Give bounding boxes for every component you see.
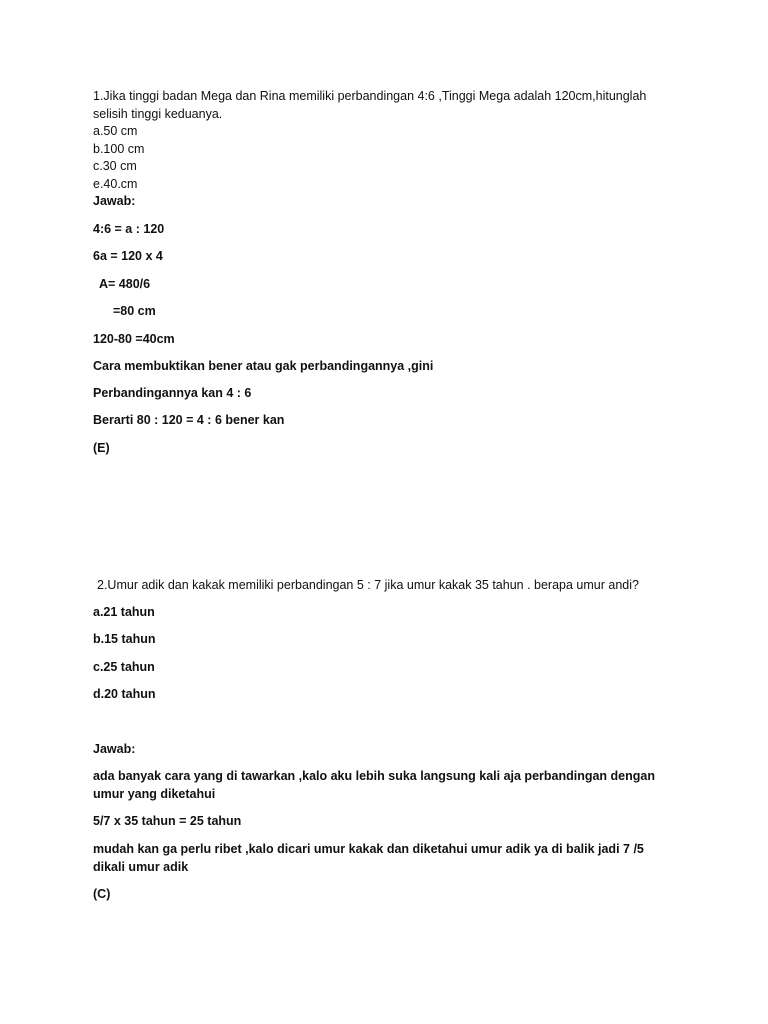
q2-final-answer: (C) xyxy=(93,887,111,901)
q2-option-a: a.21 tahun xyxy=(93,605,155,619)
q2-option-b: b.15 tahun xyxy=(93,632,156,646)
q1-step: Cara membuktikan bener atau gak perbandingannya ,gini xyxy=(93,359,434,373)
q2-calculation: 5/7 x 35 tahun = 25 tahun xyxy=(93,814,242,828)
q2-answer-label: Jawab: xyxy=(93,742,136,756)
q2-explanation-line1: ada banyak cara yang di tawarkan ,kalo aku lebih suka langsung kali aja perbandingan dengan xyxy=(93,769,655,783)
q1-step: 120-80 =40cm xyxy=(93,332,175,346)
q1-step: =80 cm xyxy=(113,304,156,318)
q1-answer-label: Jawab: xyxy=(93,194,136,208)
q1-option-a: a.50 cm xyxy=(93,124,138,138)
q1-option-b: b.100 cm xyxy=(93,142,145,156)
q1-step: A= 480/6 xyxy=(99,277,151,291)
q2-option-c: c.25 tahun xyxy=(93,660,155,674)
q2-option-d: d.20 tahun xyxy=(93,687,156,701)
q1-step: Perbandingannya kan 4 : 6 xyxy=(93,386,252,400)
q1-option-c: c.30 cm xyxy=(93,159,137,173)
q1-option-e: e.40.cm xyxy=(93,177,138,191)
q2-explanation-line2: umur yang diketahui xyxy=(93,787,216,801)
q2-question: 2.Umur adik dan kakak memiliki perbandingan 5 : 7 jika umur kakak 35 tahun . berapa umur andi? xyxy=(97,578,639,592)
q1-step: 6a = 120 x 4 xyxy=(93,249,163,263)
q1-step: Berarti 80 : 120 = 4 : 6 bener kan xyxy=(93,413,285,427)
q2-explanation2-line1: mudah kan ga perlu ribet ,kalo dicari umur kakak dan diketahui umur adik ya di balik jadi 7 /5 xyxy=(93,842,644,856)
q1-question-line1: 1.Jika tinggi badan Mega dan Rina memiliki perbandingan 4:6 ,Tinggi Mega adalah 120cm,hitunglah xyxy=(93,89,647,103)
q1-final-answer: (E) xyxy=(93,441,110,455)
q1-step: 4:6 = a : 120 xyxy=(93,222,165,236)
q2-explanation2-line2: dikali umur adik xyxy=(93,860,189,874)
q1-question-line2: selisih tinggi keduanya. xyxy=(93,107,223,121)
